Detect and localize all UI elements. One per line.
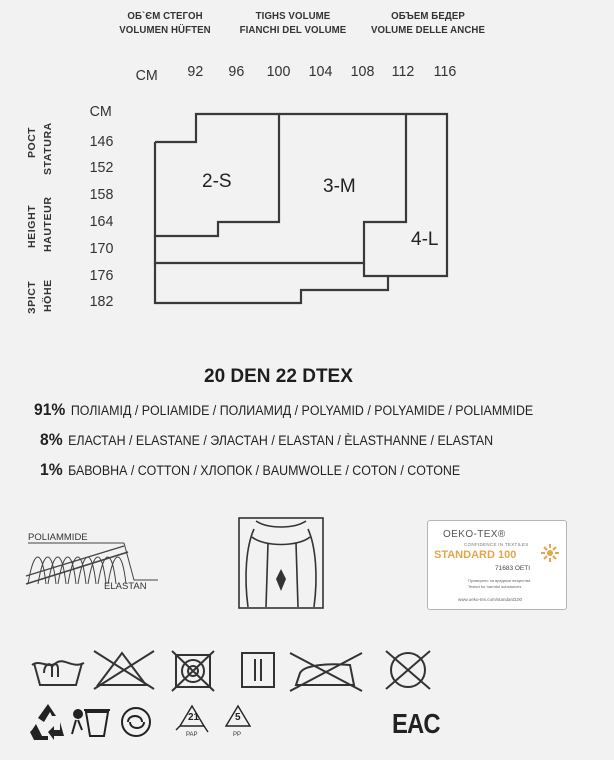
header-line: TIGHS VOLUME	[255, 10, 331, 22]
composition-percent: 8%	[40, 430, 63, 449]
size-label-2s: 2-S	[202, 171, 232, 192]
hip-tick: 108	[350, 63, 375, 80]
height-tick: 170	[89, 240, 114, 257]
hip-tick: 100	[266, 63, 291, 80]
height-tick: 152	[89, 159, 114, 176]
hip-unit: CM	[135, 67, 158, 84]
composition-percent: 1%	[40, 460, 63, 479]
pp-code: 5	[235, 712, 241, 723]
composition-text: БАВОВНА / COTTON / ХЛОПОК / BAUMWOLLE / COTON / COTONE	[68, 463, 461, 478]
label-height-ua2: ЗРІСТ	[26, 280, 38, 314]
hip-tick: 104	[308, 63, 333, 80]
size-3m-outline	[155, 114, 406, 263]
oeko-tex-label	[427, 520, 567, 610]
size-4l-outline	[155, 114, 447, 303]
height-tick: 164	[89, 213, 114, 230]
composition-row	[40, 460, 460, 480]
recycle-icon	[30, 704, 64, 740]
eac-mark: EAC	[392, 708, 440, 739]
oeko-title: OEKO-TEX®	[443, 529, 506, 540]
oeko-url: www.oeko-tex.com/standard100	[458, 597, 523, 602]
size-label-3m: 3-M	[323, 176, 356, 197]
oeko-sub: CONFIDENCE IN TEXTILES	[464, 542, 529, 547]
hip-tick: 112	[391, 63, 415, 80]
size-4l-inner	[364, 263, 388, 276]
oeko-line2: Tested for harmful substances	[468, 584, 522, 589]
composition-row	[34, 400, 533, 420]
tights-figure-icon	[238, 517, 324, 609]
composition-percent: 91%	[34, 400, 66, 419]
oeko-line1: Проверено на вредные вещества	[468, 578, 531, 583]
header-line: FIANCHI DEL VOLUME	[239, 24, 347, 36]
oeko-flower-icon	[540, 543, 560, 563]
height-tick: 182	[89, 293, 114, 310]
density-label: 20 DEN 22 DTEX	[204, 366, 353, 387]
line-dry-icon	[242, 653, 274, 687]
label-height-en: HEIGHT	[26, 204, 38, 248]
hip-tick: 116	[433, 63, 457, 80]
no-dry-clean-icon	[386, 651, 430, 689]
size-chart	[0, 0, 614, 340]
pap-label: PAP	[186, 732, 198, 738]
pp-label: PP	[233, 732, 242, 738]
hip-tick: 92	[187, 63, 204, 80]
oeko-standard: STANDARD 100	[434, 549, 517, 561]
no-tumble-dry-icon	[172, 651, 214, 691]
dispose-in-bin-icon	[72, 710, 110, 736]
label-height-fr: HAUTEUR	[42, 196, 54, 252]
hand-wash-icon	[32, 661, 84, 685]
height-tick: 158	[89, 186, 114, 203]
composition-text: ПОЛІАМІД / POLIAMIDE / ПОЛИАМИД / POLYAMID / POLYAMIDE / POLIAMMIDE	[70, 403, 534, 418]
care-symbols	[28, 645, 448, 695]
label-height-ua: РОСТ	[26, 126, 38, 158]
packaging-recovery-icon	[122, 708, 150, 736]
height-unit: CM	[89, 103, 112, 120]
no-iron-icon	[290, 653, 362, 691]
pap-code: 21	[188, 712, 200, 723]
hip-tick: 96	[228, 63, 245, 80]
composition-text: ЕЛАСТАН / ELASTANE / ЭЛАСТАН / ELASTAN / ÈLASTHANNE / ELASTAN	[68, 433, 494, 448]
header-line: VOLUME DELLE ANCHE	[370, 24, 485, 36]
oeko-code: 71683 OETI	[495, 565, 531, 572]
composition-row	[40, 430, 493, 450]
header-line: ОБЪЕМ БЕДЕР	[391, 10, 465, 22]
fiber-bottom-label: ELASTAN	[104, 581, 147, 592]
header-line: VOLUMEN HÜFTEN	[119, 24, 211, 36]
label-height-de: HÖHE	[42, 279, 54, 312]
no-bleach-icon	[94, 651, 154, 689]
fiber-top-label: POLIAMMIDE	[28, 532, 88, 543]
fiber-diagram-icon	[24, 540, 164, 590]
height-tick: 176	[89, 267, 114, 284]
size-label-4l: 4-L	[411, 229, 439, 250]
header-line: ОБ`ЄМ СТЕГОН	[127, 10, 203, 22]
height-tick: 146	[89, 133, 114, 150]
recycling-symbols	[30, 700, 260, 744]
label-height-it: STATURA	[42, 122, 54, 175]
